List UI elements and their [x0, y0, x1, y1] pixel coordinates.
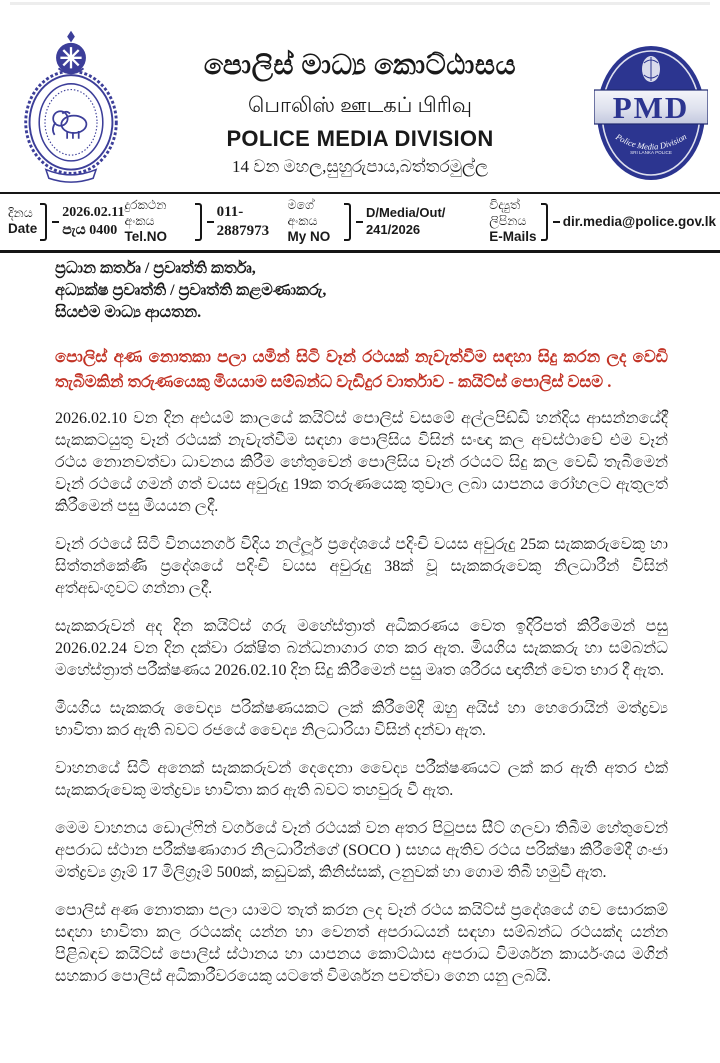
myno-value: D/Media/Out/ 241/2026: [365, 205, 446, 237]
division-title-sinhala: පොලිස් මාධ්‍ය කොට්ඨාසය: [203, 50, 517, 81]
dash-icon: [207, 221, 214, 224]
dash-icon: [52, 221, 59, 224]
addressee-line: ප්‍රධාන කර්තෘ / ප්‍රවෘත්ති කර්තෘ,: [55, 260, 256, 277]
letterhead-titles: [135, 50, 585, 177]
scan-artifact-line: [10, 2, 710, 5]
header-divider-top: [0, 192, 720, 194]
pmd-caption-text: SRI LANKA POLICE: [630, 150, 672, 155]
body-paragraph: වෑන් රථයේ සිටි විනයනගර් විදිය නල්ලූර් ප්‍රදේශයේ පදිංචි වයස අවුරුදු 25ක සැකකරුවෙකු හා සිත්තන්කේණි ප්‍රදේශයේ පදිංචි වයස අවුරුදු 38ක් වූ සැකකරුවෙකු නිලධාරීන් විසින් අත්අඩංගුවට ගන්නා ලදී.: [55, 536, 668, 597]
email-field: [489, 198, 716, 246]
sri-lanka-police-crest-icon: [18, 26, 124, 184]
pmd-curved-text: Police Media Division: [614, 131, 689, 152]
division-title-english: POLICE MEDIA DIVISION: [226, 126, 494, 151]
date-field: [8, 203, 125, 241]
body-paragraph: සැකකරුවන් අද දින කයිට්ස් ගරු මහේස්ත්‍රාත් අධිකරණය වෙත ඉදිරිපත් කිරීමෙන් පසු 2026.02.24 වන දින දක්වා රක්ෂිත බන්ධනාගාර ගත කර ඇත. මියගිය සැකකරු හා සම්බන්ධ මහේස්ත්‍රාත් පරීක්ෂණය 2026.02.10 දින සිදු කිරීමෙන් පසු මෘත ශරීරය ඥාතීන් වෙත භාර දී ඇත.: [55, 618, 668, 679]
email-label-english: E-Mails: [489, 229, 537, 245]
telephone-field: [125, 198, 288, 246]
pmd-top-emblem-icon: [642, 56, 660, 82]
addressee-block: [55, 258, 668, 324]
body-paragraph: පොලිස් අණ නොතකා පලා යාමට තැත් කරන ලද වෑන් රථය කයිට්ස් ප්‍රදේශයේ ගව සොරකම් සඳහා භාවිතා කල රථයක්ද යන්න හා වෙනත් අපරාධයන් සඳහා සම්බන්ධ රථයක්ද යන්න පිළිබඳව කයිට්ස් පොලිස් ස්ථානය හා යාපනය කොට්ඨාස අපරාධ විමර්ශන කාර්යංශය මගින් සහකාර පොලිස් අධිකාරීවරයෙකු යටතේ විමර්ශන පවත්වා ගෙන යනු ලබයි.: [55, 902, 668, 985]
pmd-abbr-text: PMD: [612, 90, 690, 125]
addressee-line: සියළුම මාධ්‍ය ආයතන.: [55, 304, 202, 321]
myno-label-english: My NO: [287, 229, 331, 245]
email-value: dir.media@police.gov.lk: [562, 214, 716, 230]
time-value: පැය 0400: [62, 223, 118, 238]
body-paragraph: මෙම වාහනය ඩොල්ෆින් වර්ගයේ වෑන් රථයක් වන අතර පිටුපස සීට් ගලවා තිබීම හේතුවෙන් අපරාධ ස්ථාන පරීක්ෂණාගාර නිලධාරීන්ගේ (SOCO ) සහය ඇතිව රථය පරික්ෂා කිරීමේදී ගංජා මත්ද්‍රව්‍ය ග්‍රෑම් 17 මිලිග්‍රෑම් 500ක්, කඩුවක්, කිනිස්සක්, ලනුවක් හා ගොම තිබී හමුවී ඇත.: [55, 820, 668, 881]
tel-label-english: Tel.NO: [124, 229, 168, 245]
body-paragraph: වාහනයේ සිටි අනෙක් සැකකරුවන් දෙදෙනා වෛද්‍ය පරීක්ෂණයට ලක් කර ඇති අතර එක් සැකකරුවෙකු මත්ද්‍රව්‍ය භාවිතා කර ඇති බවට තහවුරු වී ඇත.: [55, 760, 668, 799]
dash-icon: [553, 221, 560, 224]
letter-meta-row: [8, 196, 716, 248]
body-paragraph: මියගිය සැකකරු වෛද්‍ය පරික්ෂණයකට ලක් කිරීමේදී ඔහු අයිස් හා හෙරොයින් මත්ද්‍රව්‍ය භාවිතා කර ඇති බවට රජයේ වෛද්‍ය නිලධාරියා විසින් දන්වා ඇත.: [55, 700, 668, 739]
bracket-icon: [40, 203, 47, 241]
bracket-icon: [344, 203, 351, 241]
myno-label-sinhala: මගේ අංකය: [287, 197, 318, 228]
date-label-sinhala: දිනය: [8, 205, 33, 220]
date-label-english: Date: [8, 221, 38, 237]
tel-value: 011-2887973: [216, 203, 270, 239]
division-address: 14 වන මහල,සුහුරුපාය,බත්තරමුල්ල: [232, 157, 488, 176]
pmd-logo: [594, 42, 708, 188]
date-value: 2026.02.11: [62, 204, 125, 220]
dash-icon: [356, 221, 363, 224]
header-divider-bottom: [0, 250, 720, 253]
bracket-icon: [195, 203, 202, 241]
press-release-headline: පොලිස් අණ නොතකා පලා යමින් සිටි වෑන් රථයක් නැවැත්වීම සඳහා සිදු කරන ලද වෙඩි තැබීමකින් තරුණයෙකු මියයාම සම්බන්ධ වැඩිදුර වාර්තාව - කයිට්ස් පොලිස් වසම .: [55, 347, 668, 391]
bracket-icon: [541, 203, 548, 241]
body-paragraph: 2026.02.10 වන දින අළුයම් කාලයේ කයිට්ස් පොලිස් වසමේ අල්ලපිඩ්ඩි හන්දිය ආසන්නයේදී සැකකටයුතු වෑන් රථයක් නැවැත්වීම සඳහා පොලිසිය විසින් සංඥා කල අවස්ථාවේ එම වෑන් රථය නොනවත්වා ධාවනය කිරීම හේතුවෙන් පොලිසිය වෑන් රථයට සිදු කල වෙඩි තැබීමෙන් වෑන් රථයේ ගමන් ගත් වයස අවුරුදු 19ක තරුණයෙකු තුවාල ලබා යාපනය රෝහලට ඇතුලත් කිරීමෙන් පසු මියයන ලදී.: [55, 410, 668, 515]
tel-label-sinhala: දුරකථන අංකය: [124, 197, 167, 228]
addressee-line: අධ්‍යක්ෂ ප්‍රවෘත්ති / ප්‍රවෘත්ති කළමණාකරු,: [55, 282, 327, 299]
my-number-field: [287, 198, 489, 246]
email-label-sinhala: විද්‍යුත් ලිපිනය: [489, 197, 527, 228]
letter-body: [55, 258, 668, 1004]
division-title-tamil: பொலிஸ் ஊடகப் பிரிவு: [248, 93, 472, 117]
